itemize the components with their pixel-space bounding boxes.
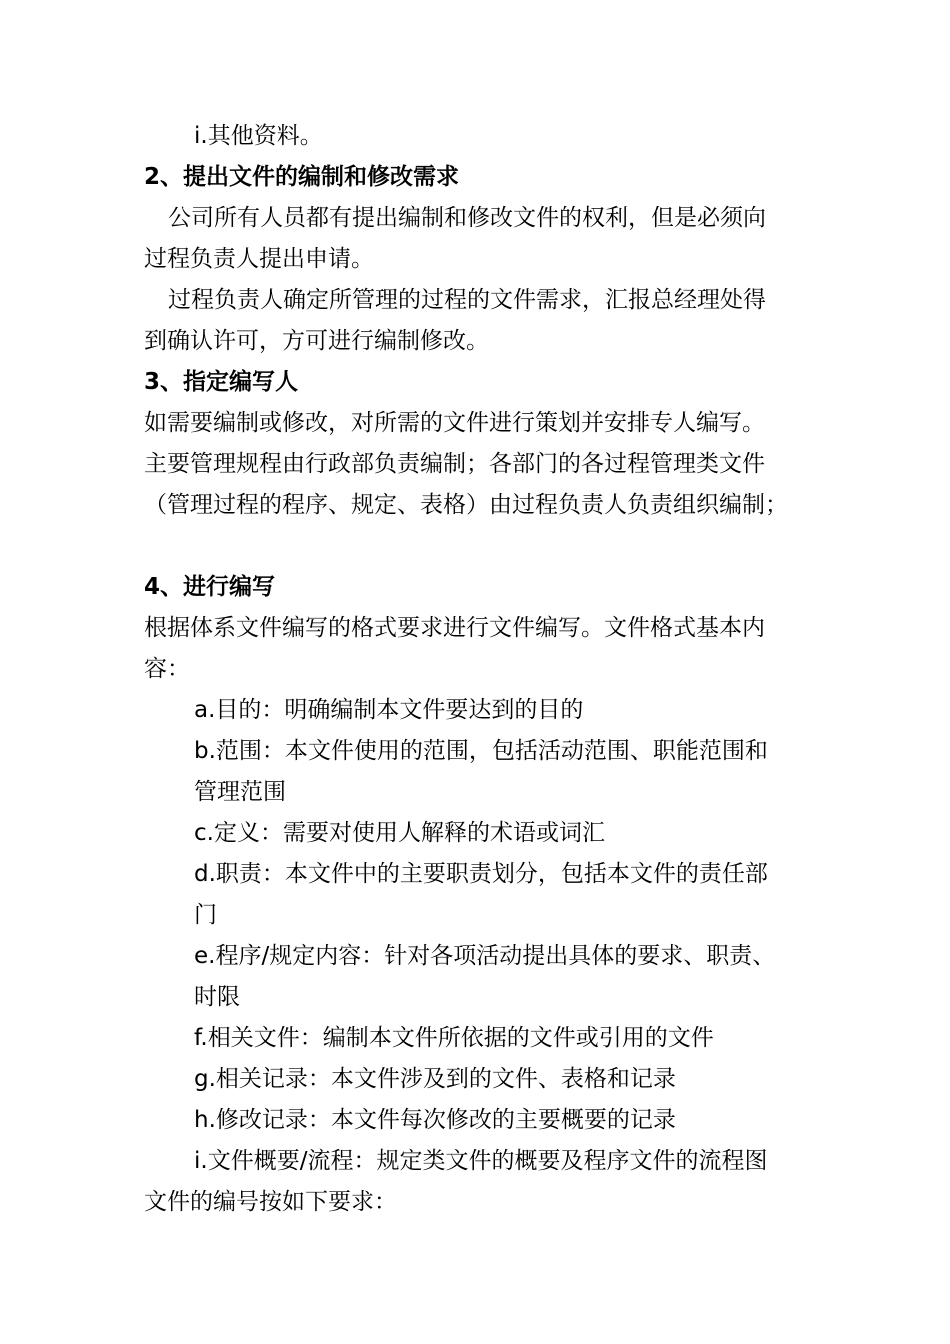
list-item: i.其他资料。 bbox=[194, 123, 323, 149]
paragraph-line: （管理过程的程序、规定、表格）由过程负责人负责组织编制； bbox=[144, 492, 788, 518]
paragraph-line: 过程负责人提出申请。 bbox=[144, 246, 374, 272]
paragraph-line: 到确认许可，方可进行编制修改。 bbox=[144, 328, 489, 354]
paragraph-line: 主要管理规程由行政部负责编制；各部门的各过程管理类文件 bbox=[144, 451, 765, 477]
section-heading: 2、提出文件的编制和修改需求 bbox=[144, 164, 460, 190]
list-item: g.相关记录：本文件涉及到的文件、表格和记录 bbox=[194, 1066, 676, 1092]
paragraph-line: 文件的编号按如下要求： bbox=[144, 1189, 397, 1215]
paragraph-line: 过程负责人确定所管理的过程的文件需求，汇报总经理处得 bbox=[168, 287, 766, 313]
list-item: c.定义：需要对使用人解释的术语或词汇 bbox=[194, 820, 605, 846]
list-item: h.修改记录：本文件每次修改的主要概要的记录 bbox=[194, 1107, 676, 1133]
list-item: f.相关文件：编制本文件所依据的文件或引用的文件 bbox=[194, 1025, 714, 1051]
paragraph-line: 容： bbox=[144, 656, 190, 682]
paragraph-line: 如需要编制或修改，对所需的文件进行策划并安排专人编写。 bbox=[144, 410, 765, 436]
section-heading: 4、进行编写 bbox=[144, 574, 276, 600]
list-item: 管理范围 bbox=[194, 779, 286, 805]
list-item: d.职责：本文件中的主要职责划分，包括本文件的责任部 bbox=[194, 861, 768, 887]
list-item: 门 bbox=[194, 902, 217, 928]
list-item: i.文件概要/流程：规定类文件的概要及程序文件的流程图 bbox=[194, 1148, 768, 1174]
section-heading: 3、指定编写人 bbox=[144, 369, 299, 395]
paragraph-line: 根据体系文件编写的格式要求进行文件编写。文件格式基本内 bbox=[144, 615, 765, 641]
list-item: e.程序/规定内容：针对各项活动提出具体的要求、职责、 bbox=[194, 943, 776, 969]
list-item: 时限 bbox=[194, 984, 240, 1010]
list-item: a.目的：明确编制本文件要达到的目的 bbox=[194, 697, 584, 723]
list-item: b.范围：本文件使用的范围，包括活动范围、职能范围和 bbox=[194, 738, 768, 764]
paragraph-line: 公司所有人员都有提出编制和修改文件的权利，但是必须向 bbox=[168, 205, 766, 231]
